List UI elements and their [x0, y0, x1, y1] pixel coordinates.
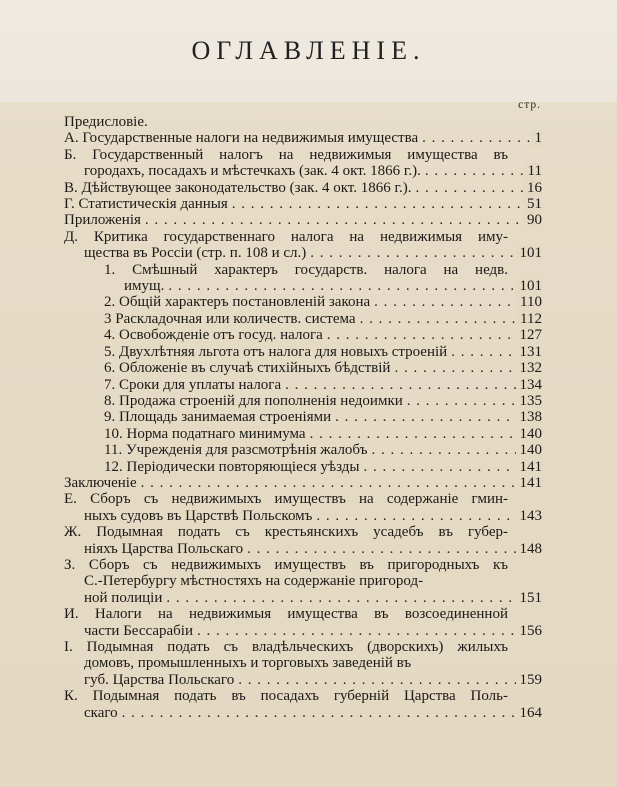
toc-entry-text: 12. Періодически повторяющіеся уѣзды: [104, 458, 360, 475]
toc-entry: [64, 459, 542, 475]
toc-entry-text: 7. Сроки для уплаты налога: [104, 376, 282, 393]
toc-entry-line: [104, 459, 542, 475]
toc-entry-text: Предисловіе.: [64, 114, 148, 130]
toc-page-number: 164: [516, 705, 543, 721]
toc-entry-line: [104, 409, 542, 425]
toc-entry-line: [104, 344, 542, 360]
toc-entry: [64, 377, 542, 393]
toc-entry: [64, 688, 542, 721]
toc-page-number: 51: [523, 196, 542, 212]
toc-entry-text: 11. Учрежденія для разсмотрѣнія жалобъ: [104, 442, 368, 459]
toc-entry-text: ніяхъ Царства Польскаго: [84, 540, 244, 557]
toc-entry-line: [64, 196, 542, 212]
toc-entry-text: 10. Норма податнаго минимума: [104, 425, 306, 442]
toc-entry-text: части Бессарабіи: [84, 622, 193, 639]
page-column-label: стр.: [518, 99, 541, 111]
toc-entry-text: ной полиціи: [84, 589, 163, 606]
toc-entry: [64, 360, 542, 376]
toc-entry: [64, 393, 542, 409]
toc-page-number: 156: [516, 623, 543, 639]
toc-page-number: 112: [516, 311, 542, 327]
toc-page-number: 16: [523, 180, 542, 196]
toc-page-number: 140: [516, 442, 543, 458]
toc-page-number: 101: [516, 278, 543, 294]
toc-page-number: 127: [516, 327, 543, 343]
toc-entry-line: [64, 245, 542, 261]
toc-entry: [64, 212, 542, 228]
toc-entry: [64, 442, 542, 458]
toc-entry-line: [104, 426, 542, 442]
toc-page-number: 135: [516, 393, 543, 409]
toc-entry-line: [64, 606, 542, 622]
toc-entry: [64, 606, 542, 639]
toc-entry: [64, 311, 542, 327]
toc-entry-line: [64, 229, 542, 245]
page-title: ОГЛАВЛЕНІЕ.: [191, 36, 426, 65]
toc-entry-line: [64, 180, 542, 196]
toc-entry-text: И. Налоги на недвижимыя имущества въ возсоединенной: [64, 606, 508, 623]
toc-page-number: 90: [523, 212, 542, 228]
toc-page-number: 141: [516, 459, 543, 475]
toc-entry-text: 9. Площадь занимаемая строеніями: [104, 409, 332, 426]
toc-entry-text: Заключеніе: [64, 474, 137, 491]
toc-page-number: 159: [516, 672, 543, 688]
toc-entry-line: [64, 508, 542, 524]
toc-entry-line: [64, 163, 542, 179]
toc-entry: [64, 409, 542, 425]
toc-entry-line: [64, 705, 542, 721]
toc-entry-text: губ. Царства Польскаго: [84, 671, 235, 688]
toc-entry-line: [64, 114, 542, 130]
toc-entry-text: 2. Общій характеръ постановленій закона: [104, 294, 371, 311]
toc-entry-line: [64, 475, 542, 491]
toc-entry-line: [64, 524, 542, 540]
toc-entry: [64, 475, 542, 491]
toc-entry: [64, 344, 542, 360]
toc-entry: [64, 147, 542, 180]
toc-entry: [64, 130, 542, 146]
toc-entry: [64, 491, 542, 524]
toc-entry-line: [64, 639, 542, 655]
toc-entry-line: [104, 377, 542, 393]
toc-entry-line: [64, 130, 542, 146]
toc-entry-text: городахъ, посадахъ и мѣстечкахъ (зак. 4 окт. 1866 г.).: [84, 163, 421, 180]
toc-entry-line: [64, 212, 542, 228]
toc-entry: [64, 180, 542, 196]
toc-page-number: 1: [531, 130, 543, 146]
toc-entry-text: Г. Статистическія данныя: [64, 196, 228, 213]
toc-entry-line: [64, 655, 542, 671]
toc-page-number: 140: [516, 426, 543, 442]
toc-entry-text: З. Сборъ съ недвижимыхъ имуществъ въ пригородныхъ къ: [64, 556, 508, 573]
toc-entry-text: Д. Критика государственнаго налога на недвижимыя иму-: [64, 228, 508, 245]
toc-entry-text: Е. Сборъ съ недвижимыхъ имуществъ на содержаніе гмин-: [64, 491, 508, 508]
toc-page-number: 148: [516, 541, 543, 557]
toc-entry-line: [104, 278, 542, 294]
toc-entry-text: скаго: [84, 704, 118, 721]
toc-entry-line: [104, 262, 542, 278]
toc-entry-line: [64, 623, 542, 639]
toc-entry: [64, 426, 542, 442]
toc-entry-text: С.-Петербургу мѣстностяхъ на содержаніе пригород-: [84, 573, 424, 590]
toc-entry-line: [104, 393, 542, 409]
toc-page-number: 11: [524, 163, 542, 179]
toc-entry: [64, 639, 542, 688]
toc-entry-text: А. Государственные налоги на недвижимыя имущества: [64, 130, 419, 147]
toc-entry-text: 8. Продажа строеній для пополненія недоимки: [104, 392, 403, 409]
toc-entry-text: 5. Двухлѣтняя льгота отъ налога для новыхъ строеній: [104, 343, 448, 360]
toc-page-number: 151: [516, 590, 543, 606]
toc-entry-text: Приложенія: [64, 212, 141, 229]
toc-entry-line: [104, 442, 542, 458]
toc-entry: [64, 114, 542, 130]
toc-entry-text: 4. Освобожденіе отъ госуд. налога: [104, 327, 323, 344]
toc-entry-line: [64, 688, 542, 704]
toc-page-number: 138: [516, 409, 543, 425]
toc-entry-line: [104, 360, 542, 376]
toc-entry-text: В. Дѣйствующее законодательство (зак. 4 окт. 1866 г.).: [64, 179, 412, 196]
toc-entry-line: [64, 147, 542, 163]
toc-entry-text: ныхъ судовъ въ Царствѣ Польскомъ: [84, 507, 313, 524]
toc-entry-text: 3 Раскладочная или количеств. система: [104, 310, 356, 327]
table-of-contents: [64, 114, 542, 721]
toc-entry-text: щества въ Россіи (стр. п. 108 и сл.): [84, 245, 307, 262]
toc-entry-text: домовъ, промышленныхъ и торговыхъ заведеній въ: [84, 655, 412, 672]
toc-entry-line: [64, 557, 542, 573]
toc-entry-line: [104, 311, 542, 327]
toc-page-number: 110: [516, 294, 542, 310]
toc-entry-line: [64, 573, 542, 589]
toc-entry-text: 1. Смѣшный характеръ государств. налога на недв.: [104, 261, 508, 278]
toc-entry: [64, 557, 542, 606]
toc-entry: [64, 524, 542, 557]
toc-page-number: 101: [516, 245, 543, 261]
toc-entry-text: Ж. Подымная подать съ крестьянскихъ усадебъ въ губер-: [64, 524, 508, 541]
toc-entry-line: [104, 294, 542, 310]
toc-entry-line: [104, 327, 542, 343]
toc-entry-text: К. Подымная подать въ посадахъ губерній Царства Поль-: [64, 688, 508, 705]
toc-entry-line: [64, 541, 542, 557]
toc-entry-text: имущ.: [124, 278, 165, 295]
toc-entry-line: [64, 491, 542, 507]
toc-entry-text: І. Подымная подать съ владѣльческихъ (дворскихъ) жилыхъ: [64, 639, 508, 655]
toc-entry: [64, 196, 542, 212]
toc-page-number: 143: [516, 508, 543, 524]
toc-entry: [64, 327, 542, 343]
toc-entry-line: [64, 672, 542, 688]
toc-entry: [64, 262, 542, 295]
toc-entry-text: 6. Обложеніе въ случаѣ стихійныхъ бѣдствій: [104, 360, 391, 377]
toc-page-number: 132: [516, 360, 543, 376]
toc-page-number: 134: [516, 377, 543, 393]
toc-entry: [64, 229, 542, 262]
toc-entry-text: Б. Государственный налогъ на недвижимыя имущества въ: [64, 146, 508, 163]
toc-entry: [64, 294, 542, 310]
toc-page-number: 131: [516, 344, 543, 360]
toc-entry-line: [64, 590, 542, 606]
toc-page-number: 141: [516, 475, 543, 491]
